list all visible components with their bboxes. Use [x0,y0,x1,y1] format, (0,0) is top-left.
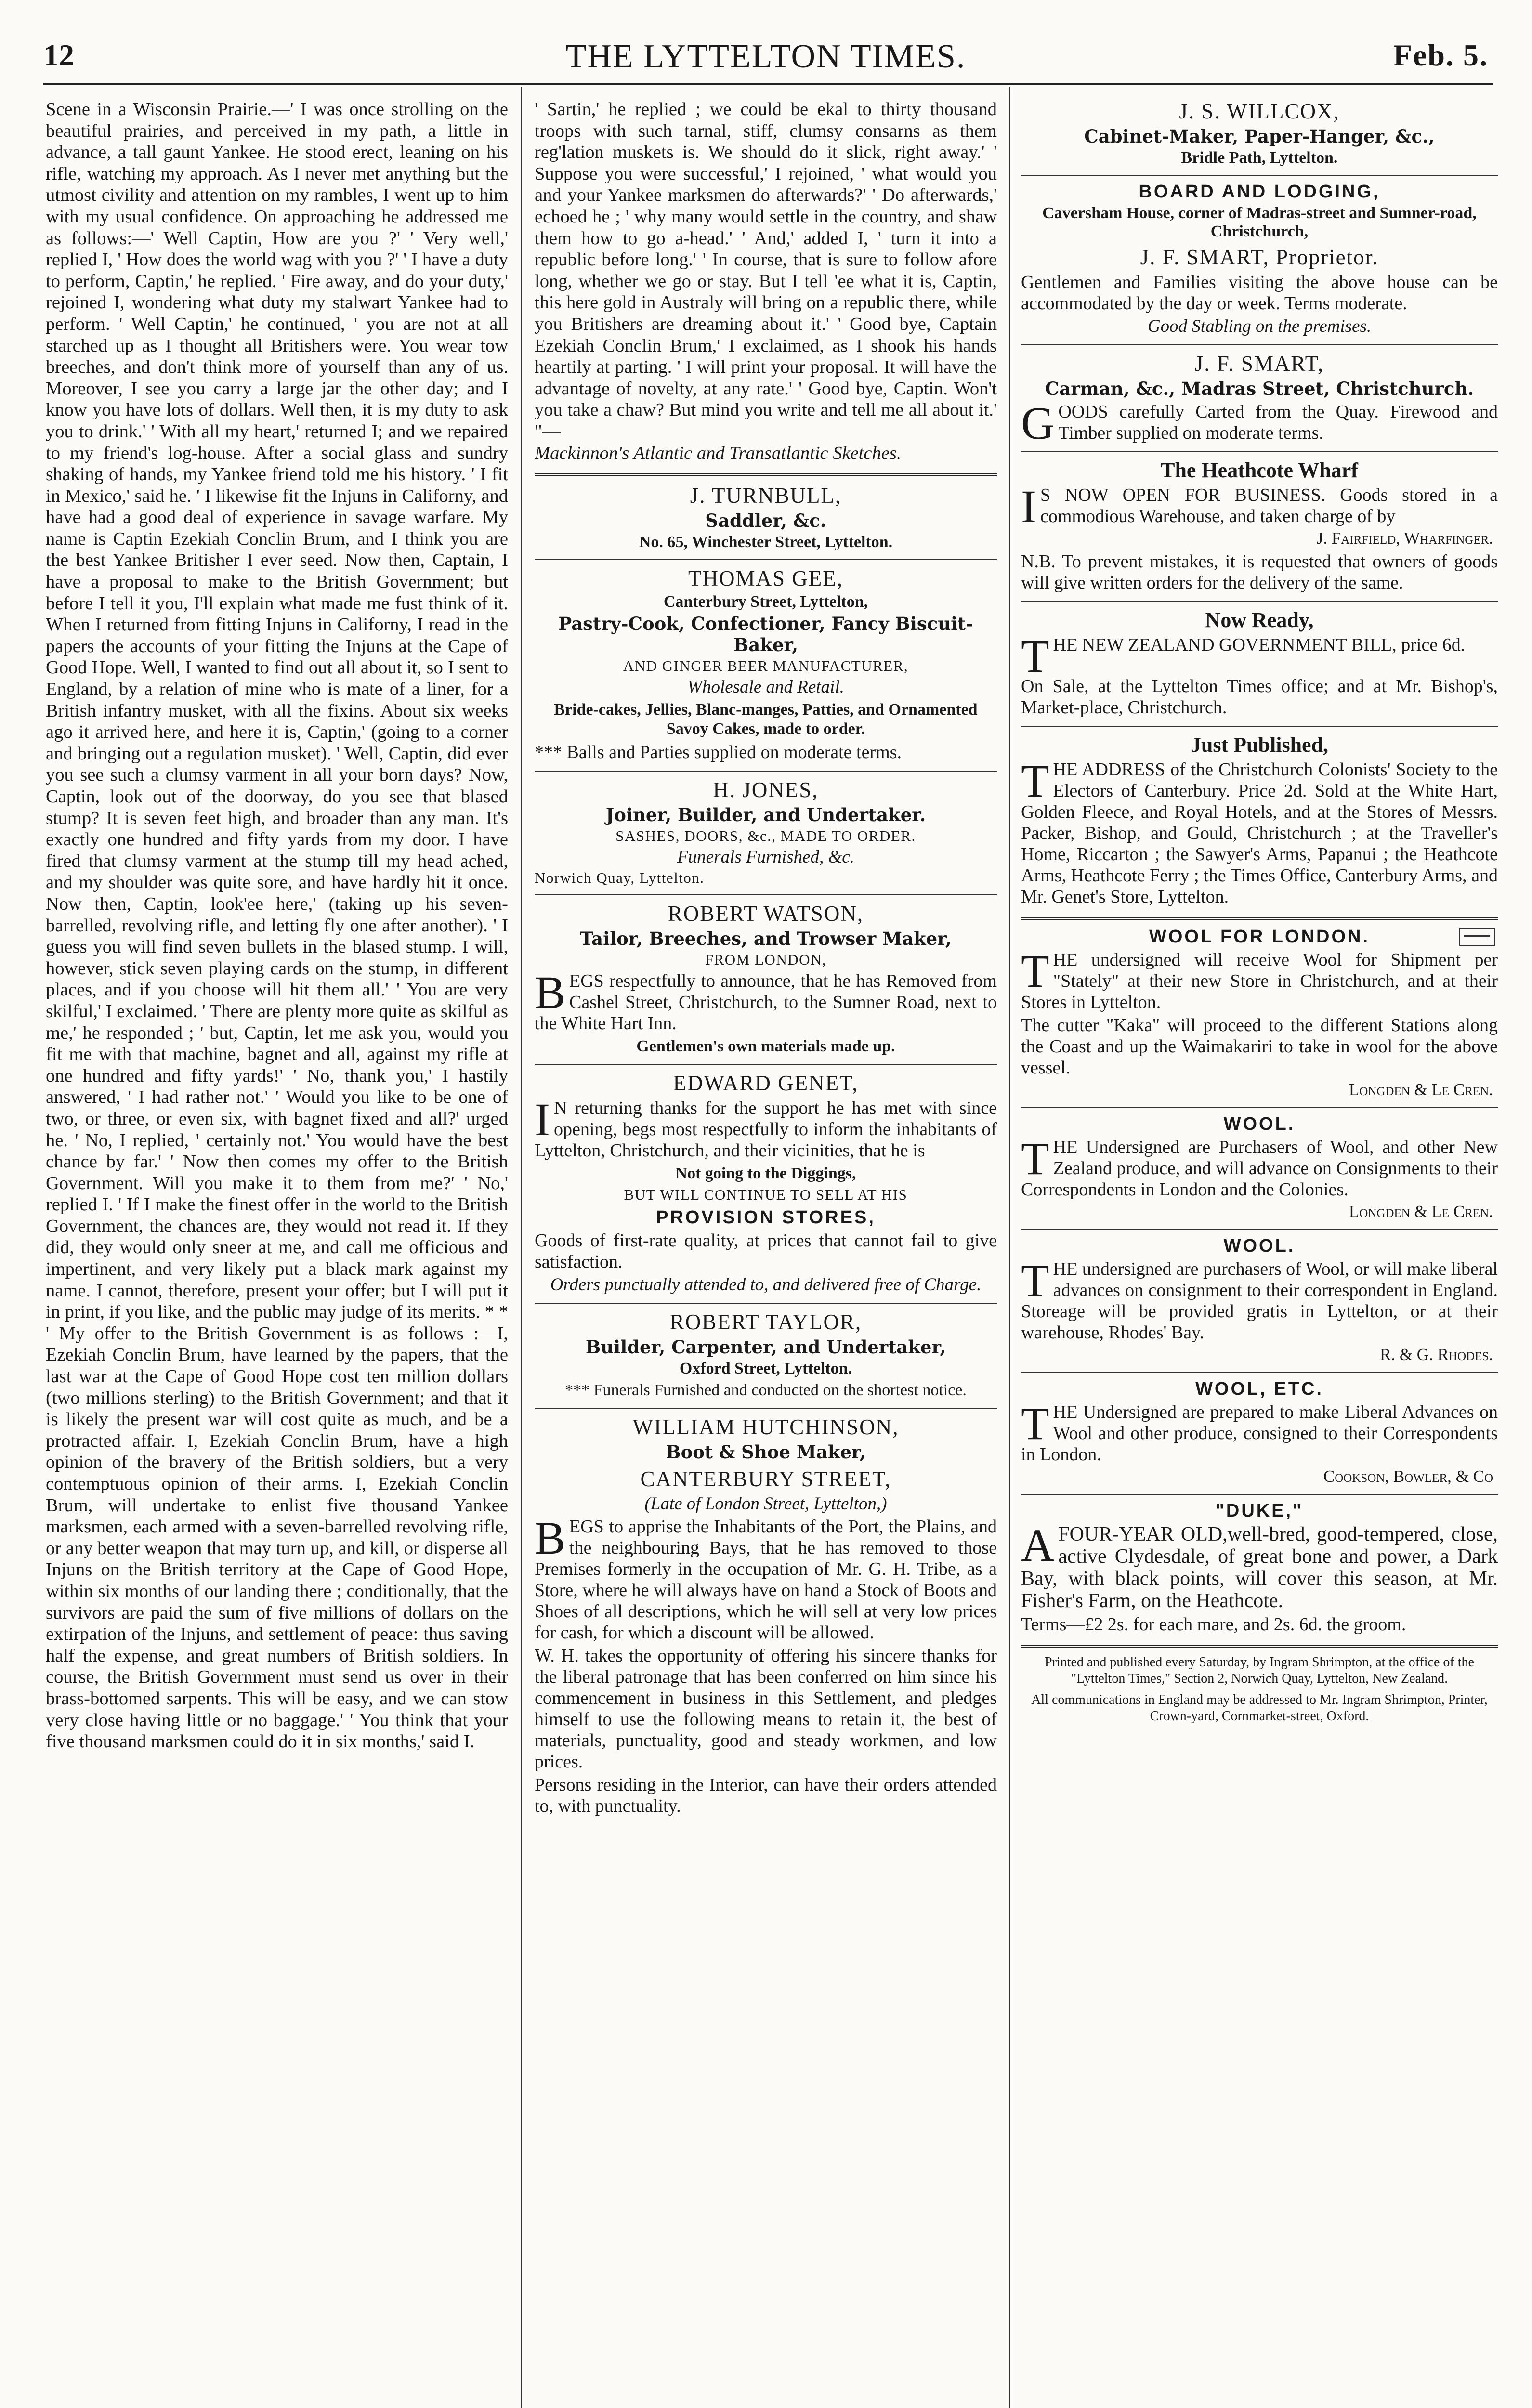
ad-smart [1021,351,1498,449]
advertiser-address: Norwich Quay, Lyttelton. [535,869,705,887]
advertiser-trade: Carman, &c., Madras Street, Christchurch. [1045,378,1474,399]
ad-signature: Longden & Le Cren. [1349,1080,1493,1099]
ad-divider [535,559,997,560]
ad-body: Terms—£2 2s. for each mare, and 2s. 6d. the groom. [1021,1614,1406,1635]
advertiser-name: ROBERT TAYLOR, [669,1310,862,1335]
ad-heading: WOOL. [1223,1114,1296,1134]
ad-heading: WOOL. [1223,1236,1296,1256]
ad-divider [1021,601,1498,602]
section-rule [1021,1645,1498,1648]
column-3 [1021,99,1498,2408]
ad-turnbull [535,483,997,551]
advertiser-name: J. S. WILLCOX, [1179,99,1340,123]
advertiser-trade-line: AND GINGER BEER MANUFACTURER, [623,657,909,675]
imprint [1021,1654,1498,1725]
ad-note: Gentlemen's own materials made up. [636,1037,895,1056]
ad-subtitle: Good Stabling on the premises. [1147,316,1372,336]
ad-signature: R. & G. Rhodes. [1379,1345,1493,1364]
ad-body: Persons residing in the Interior, can have their orders attended to, with punctuality. [535,1775,997,1817]
ad-heading: Now Ready, [1205,608,1314,632]
section-rule [1021,917,1498,920]
ad-watson [535,901,997,1056]
ad-wool-rhodes [1021,1236,1498,1364]
ad-body: On Sale, at the Lyttelton Times office; and at Mr. Bishop's, Market-place, Christchurch. [1021,676,1498,718]
ad-body: Gentlemen and Families visiting the above house can be accommodated by the day or week. Terms moderate. [1021,272,1498,314]
newspaper-title: THE LYTTELTON TIMES. [565,38,966,75]
ad-heading: BOARD AND LODGING, [1139,182,1380,202]
ad-subtitle: Orders punctually attended to, and delivered free of Charge. [550,1275,982,1295]
advertiser-address: Caversham House, corner of Madras-street and Sumner-road, Christchurch, [1042,204,1477,240]
advertiser-address: Bridle Path, Lyttelton. [1181,149,1338,167]
ad-body: Goods of first-rate quality, at prices that cannot fail to give satisfaction. [535,1230,997,1272]
ad-heading: WOOL FOR LONDON. [1149,927,1370,947]
advertiser-address: Oxford Street, Lyttelton. [679,1360,852,1378]
ship-icon [1459,928,1495,946]
section-rule [535,473,997,476]
ad-body: W. H. takes the opportunity of offering his sincere thanks for the liberal patronage that has been conferred on him since his commencement in business in this Settlement, and pledges himself to use the following means to retain it, the best of materials, punctuality, good and steady workmen, and low prices. [535,1646,997,1772]
drop-cap: B [535,1512,566,1564]
ad-jones [535,777,997,887]
imprint-line: All communications in England may be addressed to Mr. Ingram Shrimpton, Printer, Crown-yard, Cornmarket-street, Oxford. [1031,1692,1488,1724]
advertiser-name: J. F. SMART, Proprietor. [1140,245,1379,269]
ad-heading: The Heathcote Wharf [1161,458,1358,482]
advertiser-name: J. F. SMART, [1194,352,1324,376]
ad-body: S NOW OPEN FOR BUSINESS. Goods stored in a commodious Warehouse, and taken charge of by [1040,485,1498,526]
ad-note: *** Balls and Parties supplied on moderate terms. [535,742,902,763]
advertiser-trade: Saddler, &c. [705,510,826,532]
ad-gee [535,566,997,763]
ad-body: FOUR-YEAR OLD,well-bred, good-tempered, close, active Clydesdale, of great bone and power, a Dark Bay, with black points, will cover this season, at Mr. Fisher's Farm, on the Heathcote. [1021,1523,1498,1612]
ad-divider [1021,451,1498,452]
ad-body: The cutter "Kaka" will proceed to the different Stations along the Coast and up the Waimakariri to take in wool for the above vessel. [1021,1015,1498,1078]
issue-date: Feb. 5. [1393,38,1488,72]
ad-body: HE ADDRESS of the Christchurch Colonists' Society to the Electors of Canterbury. Price 2d. Sold at the White Hart, Golden Fleece, and Royal Hotels, and at the Stores of Messrs. Packer, Bishop, and Gould, Christchurch ; at the Traveller's Home, Riccarton ; the Sawyer's Arms, Papanui ; the Heathcote Arms, Heathcote Ferry ; the Times Office, Canterbury Arms, and Mr. Genet's Store, Lyttelton. [1021,759,1498,907]
ad-just-published [1021,733,1498,907]
ad-divider [1021,1372,1498,1373]
page-number: 12 [43,38,74,72]
advertiser-address: CANTERBURY STREET, [640,1467,891,1492]
story-text: Scene in a Wisconsin Prairie.—' I was once strolling on the beautiful prairies, and perceived in my path, a little in advance, a tall gaunt Yankee. He stood erect, leaning on his rifle, watching my approach. As I never met anything but the utmost civility and attention on my rambles, I went up to him with my usual confidence. On approaching he addressed me as follows:—' Well Captin, How are you ?' ' Very well,' replied I, ' How does the world wag with you ?' ' I have a duty to perform, Captin,' he replied. ' Fire away, and do your duty,' rejoined I, wondering what duty my stalwart Yankee had to perform. ' Well Captin,' he continued, ' you are not at all starched up as I thought all Britishers were. You wear tow breeches, and don't think more of yourself than any of us. Moreover, I see you carry a large jar the other day; and I know you have lots of dollars. Well then, it is my duty to ask you to drink.' ' With all my heart,' returned I; and we repaired to my friend's log-house. After a social glass and sundry shaking of hands, my Yankee friend told me his history. ' I fit in Mexico,' said he. ' I likewise fit the Injuns in Californy, and have had a good deal of experience in savage warfare. My name is Captin Ezekiah Conclin Brum, and I think you are the best Yankee Britisher I ever seed. Now then, Captain, I have a proposal to make to the British Government; but before I tell it you, I'll explain what made me fust think of it. When I returned from fitting Injuns in Californy, I read in the papers the accounts of your fitting the Injuns at the Cape of Good Hope. Well, I wanted to find out all about it, so I sent to England, by a relation of mine who is mate of a liner, for a British infantry musket, with all the fixins. About six weeks ago it arrived here, and here it is, Captin,' (going to a corner and bringing out a regulation musket). ' Well, Captin, did ever you see such a clumsy varment in all your born days? Now, Captin, look out of the doorway, do you see that blased stump? It is seven feet high, and broader than any man. It's exactly one hundred and fifty yards from my door. I have fired that clumsy varment at the stump till my head ached, and my shoulder was quite sore, and have hardly hit it once. Now then, Captin, look'ee here,' (taking up his seven-barrelled, revolving rifle, and letting fly one after another). ' I guess you will find seven bullets in the blased stump. I will, however, stick seven playing cards on the stump, in different places, and if you choose will hit them all.' ' You are very skilful,' I exclaimed. ' There are plenty more quite as skilful as me,' he responded ; ' but, Captin, let me ask you, would you fit me with that machine, bagnet and all, against my rifle at one hundred and fifty yards!' ' No, thank you,' I hastily answered, ' I had rather not.' ' Would you like to be one of two, or three, or even six, with bagnet fixed and all?' urged he. ' No, I replied, ' certainly not.' You would have the best chance by far.' ' Now then comes my offer to the British Government. Will you make it to them from me?' ' No,' replied I. ' If I make the finest offer in the world to the British Government, the chances are, they would not read it. If they did, they would only sneer at me, and call me officious and impertinent, and very likely put a black mark against my name. I cannot, therefore, present your offer; but I will put it in print, if you like, and the public may judge of its merits. * * ' My offer to the British Government is as follows :—I, Ezekiah Conclin Brum, have learned by the papers, that the last war at the Cape of Good Hope cost ten million dollars (two millions sterling) to the British Government; and that it is likely the present war will cost quite as much, and be a protracted affair. I, Ezekiah Conclin Brum, have a high opinion of the bravery of the British soldiers, but a very contemptuous opinion of their arms. I, Ezekiah Conclin Brum, will undertake to enlist five thousand Yankee marksmen, each armed with a seven-barrelled revolving rifle, or any better weapon that may turn up, and kill, or disperse all Injuns on the British territory at the Cape of Good Hope, within six months of our landing there ; conditionally, that the survivors are paid the sum of five millions of dollars on the extirpation of the Injuns, and settlement of peace: thus saving half the expense, and great numbers of British soldiers. In course, the British Government must send us over in their brass-bottomed sarpents. This will be easy, and we can stow very close having little or no baggage.' ' You think that your five thousand marksmen could do it in six months,' said I. [46,99,508,1752]
drop-cap: T [1021,1133,1049,1184]
drop-cap: G [1021,397,1055,449]
column-divider [521,87,522,2408]
ad-divider [535,1064,997,1065]
advertiser-name: H. JONES, [713,778,819,802]
ad-body: N returning thanks for the support he has met with since opening, begs most respectfully to inform the inhabitants of Lyttelton, Christchurch, and their vicinities, that he is [535,1098,997,1161]
ad-divider [1021,1494,1498,1495]
advertiser-address: Canterbury Street, Lyttelton, [663,593,868,611]
advertiser-address: No. 65, Winchester Street, Lyttelton. [639,533,893,551]
ad-subtitle: Wholesale and Retail. [687,677,844,697]
ad-body: N.B. To prevent mistakes, it is requested that owners of goods will give written orders for the delivery of the same. [1021,551,1498,593]
ad-body: OODS carefully Carted from the Quay. Firewood and Timber supplied on moderate terms. [1058,402,1498,443]
drop-cap: B [535,967,566,1019]
masthead-rule [43,83,1493,85]
advertiser-trade: Cabinet-Maker, Paper-Hanger, &c., [1084,126,1435,147]
ad-signature: J. Fairfield, Wharfinger. [1316,529,1493,548]
ad-body: HE Undersigned are Purchasers of Wool, and other New Zealand produce, and will advance on Consignments to their Correspondents in London and the Colonies. [1021,1137,1498,1200]
ad-heading: "DUKE," [1215,1501,1304,1521]
ad-genet [535,1071,997,1295]
drop-cap: I [1021,481,1036,532]
ad-divider [1021,726,1498,727]
drop-cap: I [535,1094,550,1146]
column-2 [535,99,997,2408]
advertiser-name: THOMAS GEE, [688,566,843,591]
drop-cap: A [1021,1519,1055,1571]
ad-hutchinson [535,1414,997,1817]
advertiser-trade: Boot & Shoe Maker, [666,1441,866,1463]
ad-signature: Longden & Le Cren. [1349,1202,1493,1221]
ad-divider [535,1408,997,1409]
advertiser-trade: Tailor, Breeches, and Trowser Maker, [580,928,952,950]
advertiser-trade: Pastry-Cook, Confectioner, Fancy Biscuit-Baker, [558,613,973,656]
ad-divider [1021,1229,1498,1230]
drop-cap: T [1021,630,1049,682]
ad-subtitle: Funerals Furnished, &c. [677,847,854,867]
ad-heading: WOOL, ETC. [1195,1379,1323,1399]
ad-divider [535,771,997,772]
ad-body: EGS respectfully to announce, that he has Removed from Cashel Street, Christchurch, to the Sumner Road, next to the White Hart Inn. [535,971,997,1034]
masthead [43,38,1488,81]
ad-small-line: FROM LONDON, [705,951,827,968]
ad-small-line: SASHES, DOORS, &c., MADE TO ORDER. [615,827,916,845]
advertiser-trade: Builder, Carpenter, and Undertaker, [585,1336,946,1358]
ad-board-lodging [1021,182,1498,337]
drop-cap: T [1021,755,1049,807]
advertiser-name: ROBERT WATSON, [668,902,864,926]
ad-wool-etc [1021,1379,1498,1486]
ad-line: BUT WILL CONTINUE TO SELL AT HIS [624,1186,908,1204]
ad-signature: Cookson, Bowler, & Co [1323,1467,1493,1486]
drop-cap: T [1021,945,1049,997]
ad-body: HE Undersigned are prepared to make Liberal Advances on Wool and other produce, consigned to their Correspondents in London. [1021,1402,1498,1465]
ad-wool-longden [1021,1114,1498,1221]
ad-note: *** Funerals Furnished and conducted on the shortest notice. [565,1381,967,1400]
ad-wool-for-london [1021,927,1498,1099]
ad-divider [535,894,997,895]
ad-body: Bride-cakes, Jellies, Blanc-manges, Patties, and Ornamented Savoy Cakes, made to order. [554,701,978,738]
column-1 [46,99,508,2408]
ad-body: HE NEW ZEALAND GOVERNMENT BILL, price 6d. [1053,635,1466,655]
imprint-line: Printed and published every Saturday, by Ingram Shrimpton, at the office of the "Lyttelton Times," Section 2, Norwich Quay, Lyttelton, New Zealand. [1045,1655,1474,1686]
ad-body: EGS to apprise the Inhabitants of the Port, the Plains, and the neighbouring Bays, that he has removed to those Premises formerly in the occupation of Mr. G. H. Tribe, as a Store, where he will always have on hand a Stock of Boots and Shoes of all descriptions, which he will sell at very low prices for cash, for which a discount will be allowed. [535,1517,997,1643]
ad-divider [1021,344,1498,345]
ad-body: HE undersigned are purchasers of Wool, or will make liberal advances on consignment to their correspondent in England. Storeage will be provided gratis in Lyttelton, or at their warehouse, Rhodes' Bay. [1021,1259,1498,1343]
ad-willcox [1021,99,1498,167]
story-source: Mackinnon's Atlantic and Transatlantic Sketches. [535,443,902,463]
ad-subtitle: (Late of London Street, Lyttelton,) [644,1494,887,1514]
story-continued: ' Sartin,' he replied ; we could be ekal to thirty thousand troops with such tarnal, stiff, clumsy consarns as them reg'lation muskets is. We should do it slick, right away.' ' Suppose you were successful,' I rejoined, ' what would you and your Yankee marksmen do afterwards?' ' Do afterwards,' echoed he ; ' why many would settle in the country, and shaw them how to go a-head.' ' And,' added I, ' turn it into a republic before long.' ' In course, that is sure to follow afore long, whether we go or stay. But I tell 'ee what it is, Captin, this here gold in Australy will bring on a republic there, while you Britishers are dreaming about it.' ' Good bye, Captain Ezekiah Conclin Brum,' I exclaimed, as I shook his hands heartily at parting. ' I will print your proposal. It will have the advantage of novelty, at any rate.' ' Good bye, Captin. Won't you take a chaw? But mind you write and tell me all about it.' "— [535,99,997,442]
advertiser-trade: Joiner, Builder, and Undertaker. [605,804,926,826]
column-divider [1009,87,1010,2408]
advertiser-name: J. TURNBULL, [690,484,842,508]
drop-cap: T [1021,1398,1049,1449]
ad-heathcote-wharf [1021,458,1498,593]
ad-divider [1021,175,1498,176]
ad-heading: Just Published, [1190,733,1329,757]
advertiser-name: WILLIAM HUTCHINSON, [632,1415,899,1440]
ad-body: HE undersigned will receive Wool for Shipment per "Stately" at their new Store in Christchurch, and at their Stores in Lyttelton. [1021,950,1498,1012]
ad-line: PROVISION STORES, [656,1207,876,1228]
advertiser-name: EDWARD GENET, [673,1071,859,1096]
drop-cap: T [1021,1255,1049,1306]
ad-taylor [535,1309,997,1400]
ad-line: Not going to the Diggings, [675,1165,856,1183]
ad-duke [1021,1501,1498,1635]
ad-divider [535,1303,997,1304]
ad-now-ready [1021,608,1498,718]
ad-divider [1021,1107,1498,1108]
